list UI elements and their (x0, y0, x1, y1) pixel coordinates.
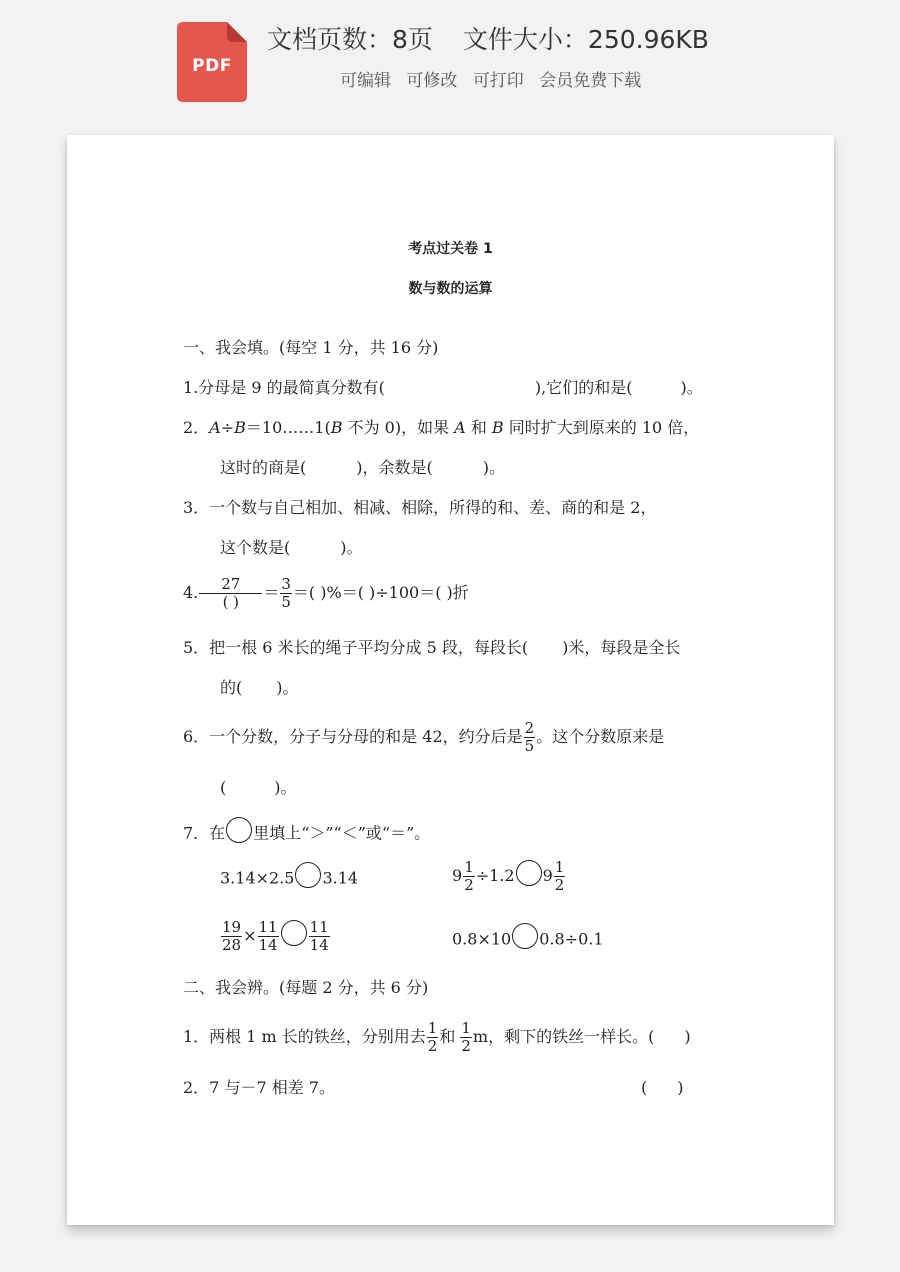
q2-line2-c: )。 (482, 458, 505, 477)
question-4 (183, 575, 469, 611)
q2-text-b: ＝10……1( (245, 418, 331, 437)
file-size: 文件大小：250.96KB (462, 25, 709, 54)
q2-text-e: 同时扩大到原来的 10 倍， (503, 418, 700, 437)
question-6 (183, 717, 664, 757)
judge-question-2: 2．7 与－7 相差 7。 (183, 1078, 335, 1097)
q4-number: 4. (183, 583, 199, 602)
q1-text-a: 1.分母是 9 的最简真分数有( (183, 378, 385, 397)
q4-fraction-1: $\frac{27}{( )}$ (199, 576, 262, 611)
feature-list (340, 66, 651, 91)
q3-line2-a: 这个数是( (220, 538, 291, 557)
q5-line2-a: 的( (220, 678, 243, 697)
question-7 (183, 821, 430, 847)
q5-line1-b: )米，每段是全长 (562, 638, 681, 657)
question-3-line-2 (220, 538, 363, 558)
q7-text-a: 7．在 (183, 823, 226, 843)
q5-line2-b: )。 (276, 678, 299, 697)
q2-var-b: B (234, 418, 246, 437)
q2-number: 2． (183, 418, 210, 437)
compare-circle-icon (295, 862, 321, 888)
q1-text-b: ),它们的和是( (534, 378, 633, 397)
q6-line2-a: ( (220, 778, 227, 797)
q4-rest: ＝( )%＝( )÷100＝( )折 (292, 583, 469, 602)
doc-subtitle: 数与数的运算 (408, 281, 493, 297)
q7-expression-4: 0.8×10 0.8÷0.1 (452, 927, 604, 953)
question-1 (183, 378, 703, 398)
feature-free-download: 会员免费下载 (539, 71, 642, 91)
question-2-line-2 (220, 458, 505, 478)
section-judge-heading: 二、我会辨。(每题 2 分，共 6 分) (183, 978, 429, 997)
q1-text-c: )。 (680, 378, 703, 397)
compare-circle-icon (226, 817, 252, 843)
q2-var-b2: B (330, 418, 343, 437)
q3-line2-b: )。 (340, 538, 363, 557)
q4-fraction-2: $\frac{3}{5}$ (281, 575, 291, 611)
q2-var-a2: A (454, 418, 466, 437)
file-info-title (267, 20, 709, 56)
q2-var-b3: B (491, 418, 504, 437)
q7-text-b: 里填上“＞”“＜”或“＝”。 (253, 823, 431, 843)
compare-circle-icon (281, 920, 307, 946)
q6-line1-a: 6．一个分数，分子与分母的和是 42，约分后是 (183, 727, 523, 746)
q2-line2-b: )，余数是( (356, 458, 433, 477)
judge-question-2-answer: ( ) (641, 1078, 684, 1097)
q6-line2-b: )。 (274, 778, 297, 797)
page-count: 文档页数：8页 (267, 25, 433, 54)
question-5 (183, 638, 680, 658)
q2-text-d: 和 (465, 418, 492, 437)
compare-circle-icon (512, 923, 538, 949)
q2-line2-a: 这时的商是( (220, 458, 307, 477)
q2-text-c: 不为 0)，如果 (342, 418, 455, 437)
q4-equals: ＝ (263, 583, 280, 602)
pdf-badge-label: PDF (192, 56, 232, 76)
document-page (67, 135, 834, 1225)
feature-printable: 可打印 (472, 71, 524, 91)
q7-expression-2: 9 $\frac{1}{2}$ ÷1.2 9 $\frac{1}{2}$ (452, 858, 565, 894)
q6-fraction: $\frac{2}{5}$ (524, 719, 535, 755)
q7-expression-1: 3.14×2.5 3.14 (220, 866, 358, 892)
q5-line1-a: 5．把一根 6 米长的绳子平均分成 5 段，每段长( (183, 638, 529, 657)
feature-editable: 可编辑 (340, 71, 391, 91)
feature-modifiable: 可修改 (406, 71, 458, 91)
question-5-line-2 (220, 678, 299, 698)
pdf-file-icon (177, 22, 247, 102)
q2-var-a: A (209, 418, 221, 437)
judge-question-1: 1．两根 1 m 长的铁丝，分别用去 $\frac{1}{2}$ 和 $\frac{1}{2}$ m，剩下的铁丝一样长。( ) (183, 1019, 691, 1055)
question-3: 3．一个数与自己相加、相减、相除，所得的和、差、商的和是 2， (183, 498, 657, 517)
q7-expression-3: $\frac{19}{28}$ × $\frac{11}{14}$ $\frac{11}{14}$ (222, 918, 329, 954)
section-fill-heading: 一、我会填。(每空 1 分，共 16 分) (183, 338, 439, 357)
q2-div-sign: ÷ (220, 418, 235, 437)
question-6-line-2 (220, 778, 297, 798)
doc-title: 考点过关卷 1 (408, 241, 493, 257)
q6-line1-b: 。这个分数原来是 (536, 727, 665, 746)
compare-circle-icon (516, 860, 542, 886)
question-2 (183, 418, 699, 438)
